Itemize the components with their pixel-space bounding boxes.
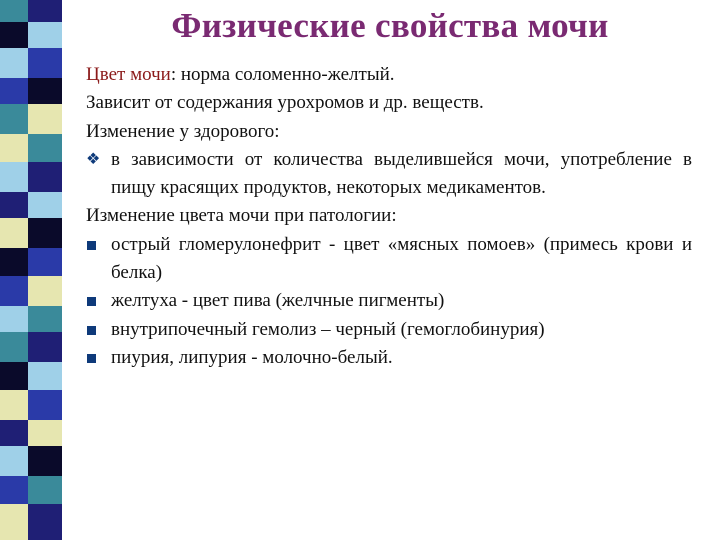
list-item-text: острый гломерулонефрит - цвет «мясных помоев» (примесь крови и белка) [111, 233, 692, 284]
decorative-stripe [28, 134, 62, 162]
decorative-stripe [28, 162, 62, 192]
decorative-stripe [28, 390, 62, 420]
decorative-stripe [0, 420, 28, 446]
list-item-text: в зависимости от количества выделившейся мочи, употребление в пищу красящих продуктов, некоторых медикаментов. [111, 148, 692, 199]
decorative-stripe [0, 218, 28, 248]
pathology-heading: Изменение цвета мочи при патологии: [86, 205, 397, 227]
decorative-stripe [28, 362, 62, 390]
decorative-stripe [28, 332, 62, 362]
decorative-stripe [28, 476, 62, 504]
decorative-stripe [0, 362, 28, 390]
decorative-stripe [28, 276, 62, 306]
diamond-bullet-icon: ❖ [86, 150, 101, 168]
decorative-stripe [28, 306, 62, 332]
decorative-stripe [0, 332, 28, 362]
decorative-stripe [0, 248, 28, 276]
decorative-stripe [28, 420, 62, 446]
decorative-stripe [28, 192, 62, 218]
list-item [86, 316, 692, 344]
decorative-stripe [28, 48, 62, 78]
square-bullet-icon [86, 344, 111, 372]
decorative-stripe [28, 218, 62, 248]
square-bullet-icon [86, 316, 111, 344]
decorative-stripe [28, 104, 62, 134]
decorative-stripe [0, 162, 28, 192]
decorative-stripe [0, 390, 28, 420]
slide-title: Физические свойства мочи [171, 6, 609, 45]
decorative-stripe [0, 276, 28, 306]
list-item-text: пиурия, липурия - молочно-белый. [111, 346, 393, 368]
decorative-stripe [0, 504, 28, 540]
list-item [86, 287, 692, 315]
decorative-stripe [28, 446, 62, 476]
list-item-text: желтуха - цвет пива (желчные пигменты) [111, 290, 445, 312]
square-bullet-icon [86, 287, 111, 315]
list-item [86, 231, 692, 288]
decorative-stripe [0, 78, 28, 104]
slide-body [86, 61, 692, 372]
list-item [86, 344, 692, 372]
list-item [86, 146, 692, 203]
square-bullet-icon [86, 231, 111, 259]
healthy-heading: Изменение у здорового: [86, 120, 280, 142]
decorative-stripe [0, 192, 28, 218]
decorative-stripe [28, 78, 62, 104]
decorative-stripe [28, 248, 62, 276]
urine-color-value: : норма соломенно-желтый. [170, 64, 395, 85]
list-item-text: внутрипочечный гемолиз – черный (гемоглобинурия) [111, 318, 545, 340]
urine-color-label: Цвет мочи [86, 64, 171, 85]
decorative-stripe [0, 48, 28, 78]
decorative-stripe-bar [0, 0, 66, 540]
decorative-stripe [28, 504, 62, 540]
decorative-stripe [0, 476, 28, 504]
urine-color-line [86, 61, 692, 89]
decorative-stripe [0, 104, 28, 134]
decorative-stripe [0, 306, 28, 332]
depends-line: Зависит от содержания урохромов и др. веществ. [86, 92, 484, 114]
decorative-stripe [0, 134, 28, 162]
decorative-stripe [0, 446, 28, 476]
